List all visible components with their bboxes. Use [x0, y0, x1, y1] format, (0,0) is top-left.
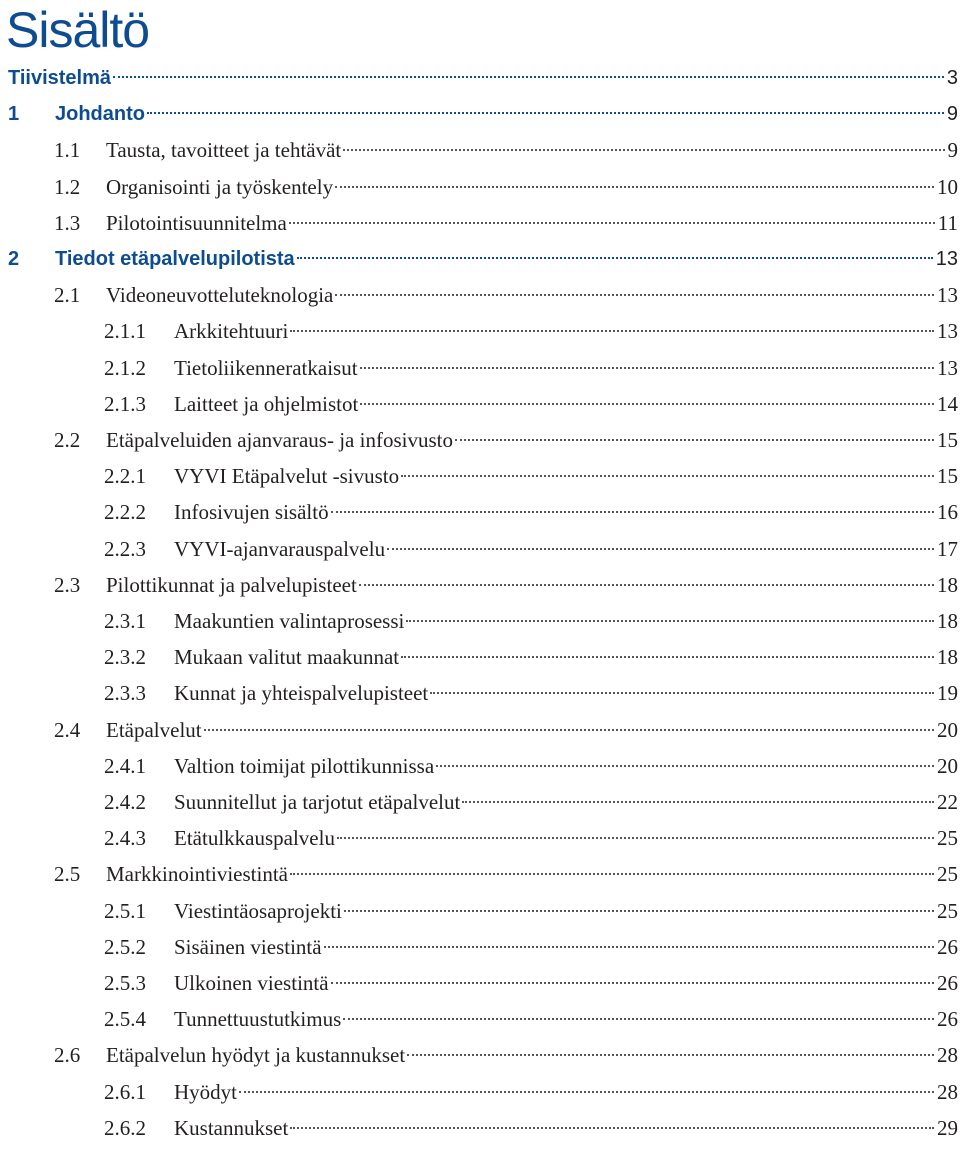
toc-entry[interactable] — [54, 280, 958, 310]
toc-entry[interactable] — [54, 859, 958, 889]
toc-entry-title: Organisointi ja työskentely — [106, 174, 334, 199]
toc-entry-title: Tiivistelmä — [8, 67, 112, 89]
dot-leader — [331, 511, 934, 513]
toc-entry-title: Maakuntien valintaprosessi — [174, 609, 405, 633]
toc-entry-page-number: 13 — [935, 248, 958, 270]
toc-entry-page-number: 19 — [937, 681, 958, 706]
toc-entry-number: 2.4.3 — [104, 826, 146, 851]
toc-entry-number: 2.6.2 — [104, 1115, 146, 1140]
dot-leader — [204, 729, 934, 731]
toc-entry-page-number: 13 — [937, 319, 958, 344]
toc-entry-number: 2.3 — [54, 572, 81, 597]
toc-entry-page-number: 22 — [937, 790, 958, 814]
toc-entry[interactable] — [54, 172, 958, 202]
toc-entry-title: Mukaan valitut maakunnat — [174, 645, 400, 670]
toc-entry[interactable] — [54, 715, 958, 745]
toc-entry-title: Kunnat ja yhteispalvelupisteet — [174, 681, 429, 706]
dot-leader — [337, 837, 934, 839]
toc-entry-title: Tietoliikenneratkaisut — [174, 355, 358, 380]
toc-entry[interactable] — [104, 787, 958, 817]
toc-entry[interactable] — [8, 244, 958, 274]
toc-entry-page-number: 13 — [937, 283, 958, 308]
toc-entry-number: 2.5.2 — [104, 934, 146, 959]
toc-entry-page-number: 16 — [937, 500, 958, 525]
toc-entry-page-number: 26 — [937, 934, 958, 959]
dot-leader — [147, 112, 944, 114]
toc-entry[interactable] — [8, 99, 958, 129]
toc-entry-title: Pilotointisuunnitelma — [106, 210, 287, 235]
dot-leader — [343, 149, 944, 151]
toc-entry-number: 1 — [8, 103, 20, 126]
toc-entry-page-number: 26 — [937, 971, 958, 995]
toc-entry-number: 2 — [8, 248, 20, 270]
dot-leader — [401, 656, 934, 658]
toc-entry[interactable] — [104, 751, 958, 781]
toc-entry-number: 2.1 — [54, 283, 81, 308]
toc-entry[interactable] — [104, 353, 958, 383]
page-title: Sisältö — [6, 2, 150, 58]
dot-leader — [343, 1018, 934, 1020]
toc-entry-title: Tunnettuustutkimus — [174, 1007, 342, 1032]
toc-entry-title: Hyödyt — [174, 1079, 237, 1104]
toc-entry[interactable] — [104, 606, 958, 636]
dot-leader — [290, 330, 934, 332]
toc-entry[interactable] — [104, 534, 958, 564]
dot-leader — [401, 475, 934, 477]
toc-entry-title: Laitteet ja ohjelmistot — [174, 391, 359, 416]
dot-leader — [335, 186, 934, 188]
toc-entry-title: Johdanto — [55, 103, 145, 126]
dot-leader — [335, 294, 934, 296]
toc-entry-title: Kustannukset — [174, 1115, 289, 1140]
toc-entry[interactable] — [104, 316, 958, 346]
dot-leader — [290, 1127, 934, 1129]
toc-entry-number: 2.5.4 — [104, 1007, 146, 1032]
toc-entry-title: Etäpalvelun hyödyt ja kustannukset — [106, 1043, 406, 1068]
toc-entry-number: 2.4.1 — [104, 753, 146, 778]
dot-leader — [113, 76, 944, 78]
toc-entry-page-number: 18 — [937, 572, 958, 597]
toc-entry[interactable] — [54, 1040, 958, 1070]
toc-entry-number: 2.2 — [54, 428, 81, 452]
toc-entry-page-number: 18 — [937, 645, 958, 670]
toc-entry-title: Pilottikunnat ja palvelupisteet — [106, 572, 357, 597]
toc-entry-number: 2.3.2 — [104, 645, 146, 670]
toc-entry-number: 2.1.3 — [104, 391, 146, 416]
toc-entry-title: Viestintäosaprojekti — [174, 898, 342, 923]
dot-leader — [297, 257, 933, 259]
toc-entry-number: 2.4.2 — [104, 790, 146, 814]
toc-entry[interactable] — [104, 497, 958, 527]
toc-entry-title: Tiedot etäpalvelupilotista — [55, 248, 295, 270]
toc-entry[interactable] — [104, 678, 958, 708]
toc-entry-page-number: 11 — [937, 210, 958, 235]
dot-leader — [239, 1091, 934, 1093]
toc-entry-title: Markkinointiviestintä — [106, 862, 288, 887]
toc-entry-number: 1.3 — [54, 210, 81, 235]
toc-entry-number: 2.3.3 — [104, 681, 146, 706]
toc-entry[interactable] — [104, 1077, 958, 1107]
toc-entry[interactable] — [104, 968, 958, 998]
toc-entry-title: Etätulkkauspalvelu — [174, 826, 335, 851]
toc-entry-title: Sisäinen viestintä — [174, 934, 322, 959]
toc-entry-title: Etäpalvelut — [106, 717, 202, 742]
dot-leader — [289, 222, 935, 224]
dot-leader — [331, 982, 934, 984]
toc-entry-number: 2.2.1 — [104, 464, 146, 489]
dot-leader — [360, 367, 934, 369]
dot-leader — [430, 692, 934, 694]
toc-entry-number: 2.6.1 — [104, 1079, 146, 1104]
dot-leader — [360, 403, 934, 405]
toc-entry[interactable] — [104, 642, 958, 672]
dot-leader — [407, 1054, 934, 1056]
toc-entry-page-number: 17 — [937, 536, 958, 561]
toc-entry-page-number: 3 — [946, 67, 958, 89]
toc-entry-title: Ulkoinen viestintä — [174, 971, 329, 995]
dot-leader — [387, 548, 934, 550]
toc-entry-number: 2.3.1 — [104, 609, 146, 633]
toc-entry-title: Arkkitehtuuri — [174, 319, 289, 344]
toc-entry-number: 2.6 — [54, 1043, 81, 1068]
dot-leader — [462, 801, 934, 803]
dot-leader — [406, 620, 934, 622]
toc-entry[interactable] — [104, 1004, 958, 1034]
toc-entry[interactable] — [104, 389, 958, 419]
toc-entry-number: 2.5.1 — [104, 898, 146, 923]
toc-entry[interactable] — [54, 135, 958, 165]
dot-leader — [436, 765, 934, 767]
toc-entry[interactable] — [104, 823, 958, 853]
toc-entry-title: Etäpalveluiden ajanvaraus- ja infosivusto — [106, 428, 453, 452]
toc-entry[interactable] — [104, 1113, 958, 1143]
toc-entry-number: 1.1 — [54, 138, 81, 163]
toc-entry-number: 2.2.3 — [104, 536, 146, 561]
toc-entry-title: VYVI-ajanvarauspalvelu — [174, 536, 386, 561]
toc-entry-number: 2.5 — [54, 862, 81, 887]
toc-entry-number: 2.1.1 — [104, 319, 146, 344]
toc-entry-page-number: 26 — [937, 1007, 958, 1032]
toc-entry-page-number: 14 — [937, 391, 958, 416]
toc-entry-title: VYVI Etäpalvelut -sivusto — [174, 464, 400, 489]
toc-entry-page-number: 20 — [937, 753, 958, 778]
toc-entry-number: 2.5.3 — [104, 971, 146, 995]
toc-entry-number: 2.4 — [54, 717, 81, 742]
dot-leader — [359, 584, 934, 586]
toc-entry-page-number: 28 — [937, 1079, 958, 1104]
toc-entry-title: Videoneuvotteluteknologia — [106, 283, 334, 308]
toc-entry-page-number: 10 — [937, 174, 958, 199]
dot-leader — [455, 439, 934, 441]
toc-entry[interactable] — [8, 63, 958, 93]
toc-entry-page-number: 25 — [937, 862, 958, 887]
toc-entry[interactable] — [104, 932, 958, 962]
toc-entry-number: 2.2.2 — [104, 500, 146, 525]
toc-entry-page-number: 28 — [937, 1043, 958, 1068]
toc-entry[interactable] — [104, 896, 958, 926]
toc-entry-page-number: 9 — [947, 138, 958, 163]
toc-entry-page-number: 9 — [946, 103, 958, 126]
toc-entry[interactable] — [54, 570, 958, 600]
toc-entry-title: Valtion toimijat pilottikunnissa — [174, 753, 435, 778]
toc-entry-title: Tausta, tavoitteet ja tehtävät — [106, 138, 342, 163]
toc-entry-page-number: 20 — [937, 717, 958, 742]
toc-entry[interactable] — [104, 461, 958, 491]
toc-entry-title: Infosivujen sisältö — [174, 500, 329, 525]
toc-entry[interactable] — [54, 425, 958, 455]
toc-entry-page-number: 25 — [937, 826, 958, 851]
toc-entry-page-number: 13 — [937, 355, 958, 380]
toc-entry-page-number: 25 — [937, 898, 958, 923]
toc-entry-number: 2.1.2 — [104, 355, 146, 380]
toc-entry-page-number: 15 — [937, 464, 958, 489]
toc-entry-page-number: 15 — [937, 428, 958, 452]
dot-leader — [290, 873, 934, 875]
toc-entry-page-number: 29 — [937, 1115, 958, 1140]
toc-entry-title: Suunnitellut ja tarjotut etäpalvelut — [174, 790, 461, 814]
toc-entry[interactable] — [54, 208, 958, 238]
toc-entry-number: 1.2 — [54, 174, 81, 199]
dot-leader — [324, 946, 934, 948]
toc-entry-page-number: 18 — [937, 609, 958, 633]
dot-leader — [344, 910, 934, 912]
